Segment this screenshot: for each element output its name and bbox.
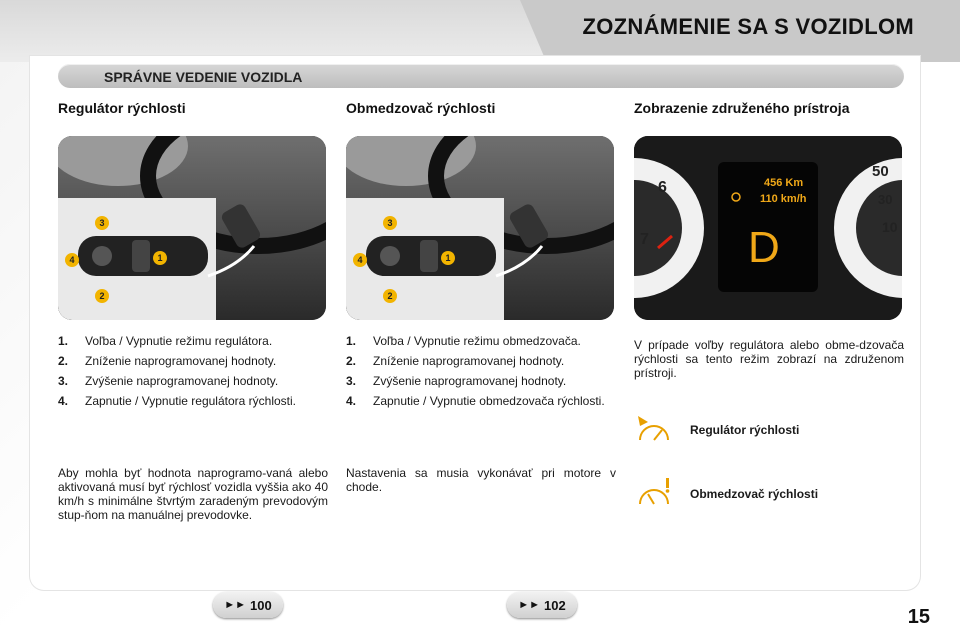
fast-forward-icon: ►► — [518, 599, 541, 611]
instrument-cluster-photo — [634, 136, 902, 320]
column-title-limiter: Obmedzovač rýchlosti — [346, 100, 496, 116]
list-item: 3. Zvýšenie naprogramovanej hodnoty. — [58, 374, 279, 388]
cruise-control-icon — [636, 412, 676, 448]
list-item: 3. Zvýšenie naprogramovanej hodnoty. — [346, 374, 567, 388]
callout-1: 1 — [157, 253, 163, 263]
dial-number: 30 — [878, 192, 893, 207]
dial-number: 50 — [872, 163, 889, 180]
legend-label: Obmedzovač rýchlosti — [690, 487, 819, 501]
limiter-list — [346, 334, 616, 414]
speed-limiter-stalk-photo — [346, 136, 614, 320]
legend-label: Regulátor rýchlosti — [690, 423, 800, 437]
page-title: ZOZNÁMENIE SA S VOZIDLOM — [582, 14, 914, 39]
dial-number: 7 — [640, 231, 649, 248]
speed-limiter-icon — [636, 476, 676, 512]
callout-1: 1 — [445, 253, 451, 263]
callout-2: 2 — [99, 291, 105, 301]
legend-cruise — [636, 412, 799, 448]
list-item: 4. Zapnutie / Vypnutie regulátora rýchlosti. — [58, 394, 297, 408]
callout-3: 3 — [99, 218, 105, 228]
page-number: 15 — [907, 606, 930, 628]
cruise-list — [58, 334, 328, 414]
page-ref-102-button[interactable]: ►► 102 — [507, 592, 577, 618]
list-item: 4. Zapnutie / Vypnutie obmedzovača rýchlosti. — [346, 394, 605, 408]
cluster-note: V prípade voľby regulátora alebo obme-dzovača rýchlosti sa tento režim zobrazí na združenom prístroji. — [634, 338, 904, 380]
list-item: 2. Zníženie naprogramovanej hodnoty. — [58, 354, 277, 368]
display-speed: 110 km/h — [760, 193, 807, 205]
legend-limiter — [636, 476, 818, 512]
column-title-cruise: Regulátor rýchlosti — [58, 100, 186, 116]
dial-number: 6 — [658, 179, 667, 196]
display-gear: D — [748, 223, 780, 272]
dial-number: 10 — [882, 219, 898, 235]
list-item: 1. Voľba / Vypnutie režimu regulátora. — [58, 334, 273, 348]
list-item: 1. Voľba / Vypnutie režimu obmedzovača. — [346, 334, 581, 348]
list-item: 2. Zníženie naprogramovanej hodnoty. — [346, 354, 565, 368]
display-distance: 456 Km — [764, 177, 804, 189]
section-title: SPRÁVNE VEDENIE VOZIDLA — [104, 69, 303, 85]
page-ref-100-button[interactable]: ►► 100 — [213, 592, 283, 618]
callout-2: 2 — [387, 291, 393, 301]
cruise-note: Aby mohla byť hodnota naprogramo-vaná alebo aktivovaná musí byť rýchlosť vozidla vyššia ako 40 km/h s minimálne štvrtým zaradeným prevodovým stup-ňom na manuálnej prevodovke. — [58, 466, 328, 522]
column-title-cluster: Zobrazenie združeného prístroja — [634, 100, 850, 116]
callout-4: 4 — [357, 255, 363, 265]
cruise-control-stalk-photo — [58, 136, 326, 320]
limiter-note: Nastavenia sa musia vykonávať pri motore v chode. — [346, 466, 616, 494]
callout-4: 4 — [69, 255, 75, 265]
callout-3: 3 — [387, 218, 393, 228]
fast-forward-icon: ►► — [224, 599, 247, 611]
